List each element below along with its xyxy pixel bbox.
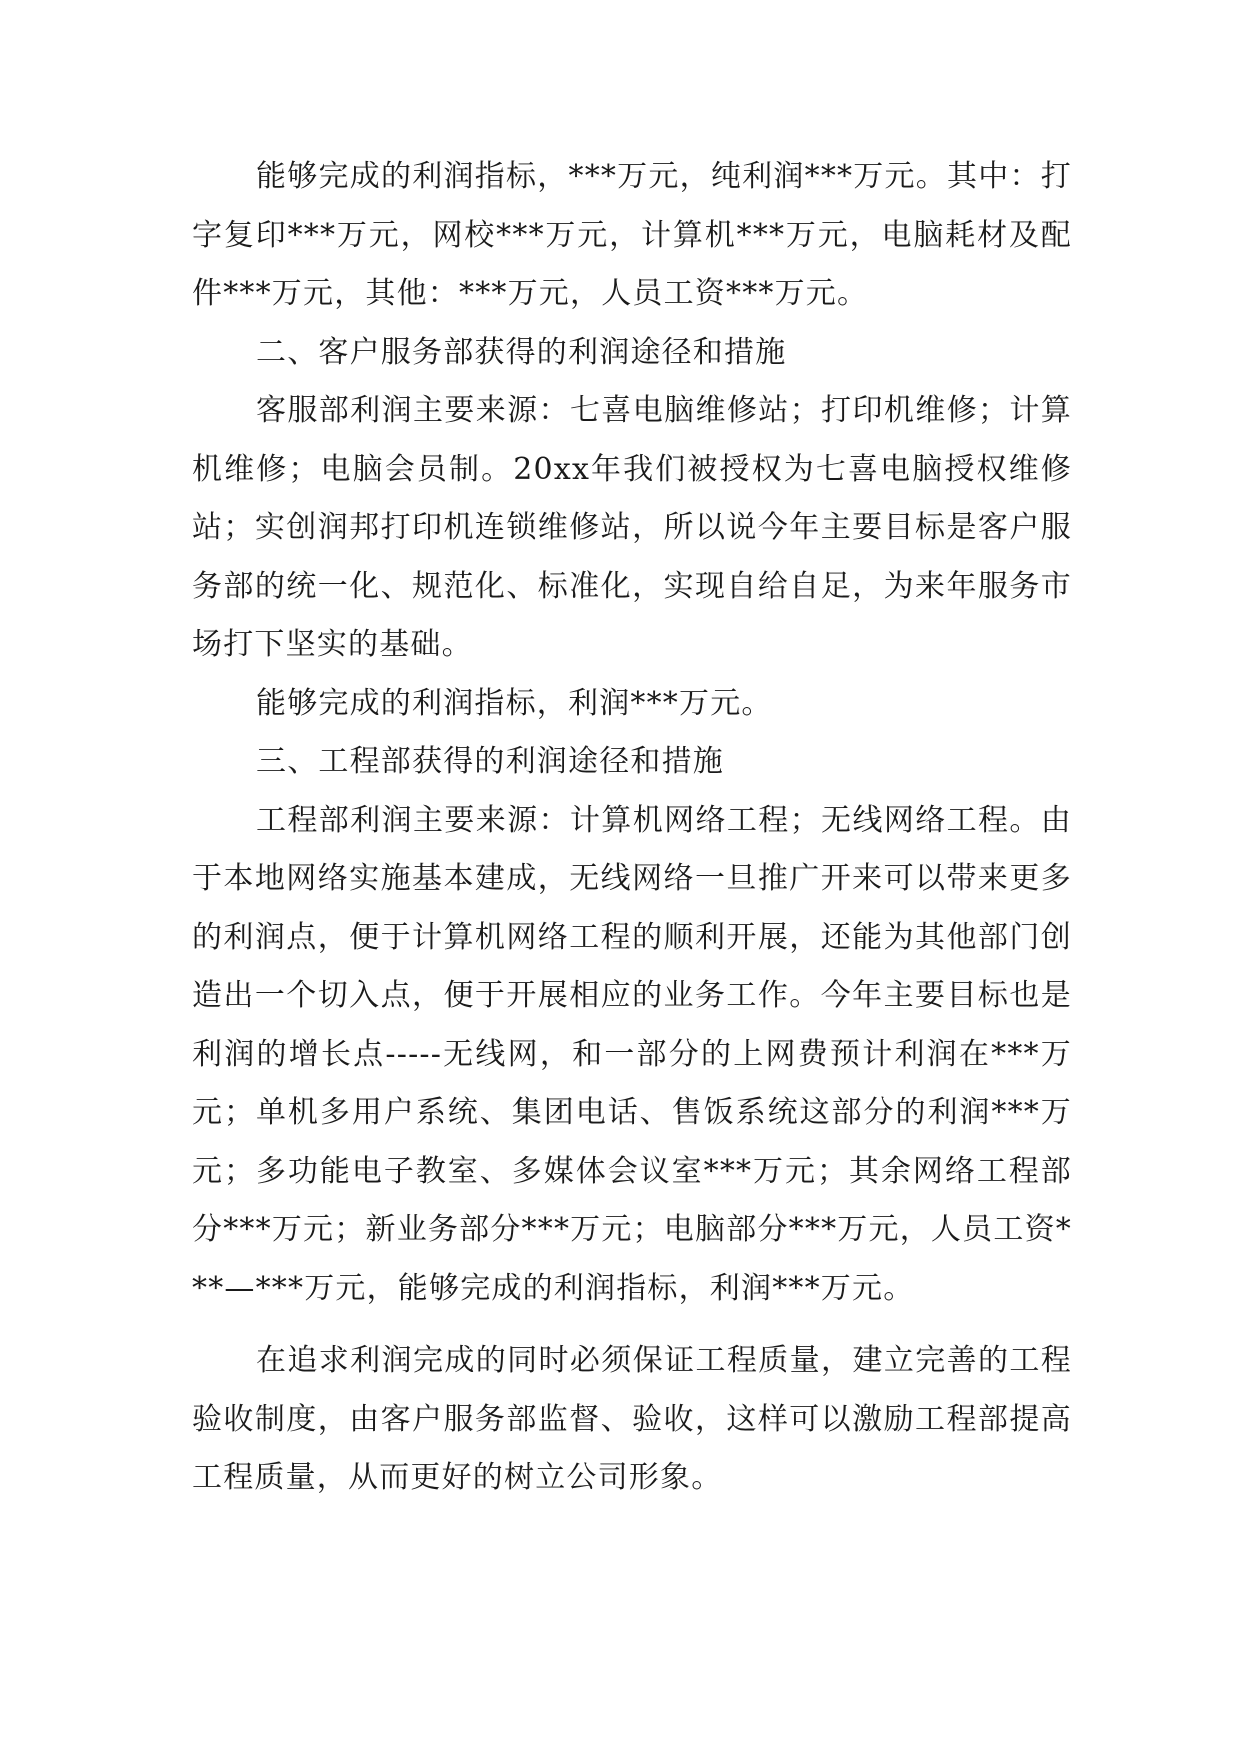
paragraph-customer-service-sources: 客服部利润主要来源：七喜电脑维修站；打印机维修；计算机维修；电脑会员制。20xx年我们被授权为七喜电脑授权维修站；实创润邦打印机连锁维修站，所以说今年主要目标是客户服务部的统一化、规范化、标准化，实现自给自足，为来年服务市场打下坚实的基础。 bbox=[192, 393, 1072, 662]
section-heading-customer-service: 二、客户服务部获得的利润途径和措施 bbox=[256, 334, 787, 370]
paragraph-engineering-sources: 工程部利润主要来源：计算机网络工程；无线网络工程。由于本地网络实施基本建成，无线网络一旦推广开来可以带来更多的利润点，便于计算机网络工程的顺利开展，还能为其他部门创造出一个切入点，便于开展相应的业务工作。今年主要目标也是利润的增长点-----无线网，和一部分的上网费预计利润在***万元；单机多用户系统、集团电话、售饭系统这部分的利润***万元；多功能电子教室、多媒体会议室***万元；其余网络工程部分***万元；新业务部分***万元；电脑部分***万元，人员工资***—***万元，能够完成的利润指标，利润***万元。 bbox=[192, 802, 1072, 1306]
section-heading-engineering: 三、工程部获得的利润途径和措施 bbox=[256, 744, 724, 779]
document-body bbox=[192, 148, 1072, 1508]
paragraph-quality-assurance: 在追求利润完成的同时必须保证工程质量，建立完善的工程验收制度，由客户服务部监督、验收，这样可以激励工程部提高工程质量，从而更好的树立公司形象。 bbox=[192, 1343, 1072, 1495]
paragraph-customer-service-target: 能够完成的利润指标，利润***万元。 bbox=[256, 685, 773, 721]
paragraph-profit-target: 能够完成的利润指标，***万元，纯利润***万元。其中：打字复印***万元，网校***万元，计算机***万元，电脑耗材及配件***万元，其他：***万元，人员工资***万元。 bbox=[192, 159, 1072, 311]
